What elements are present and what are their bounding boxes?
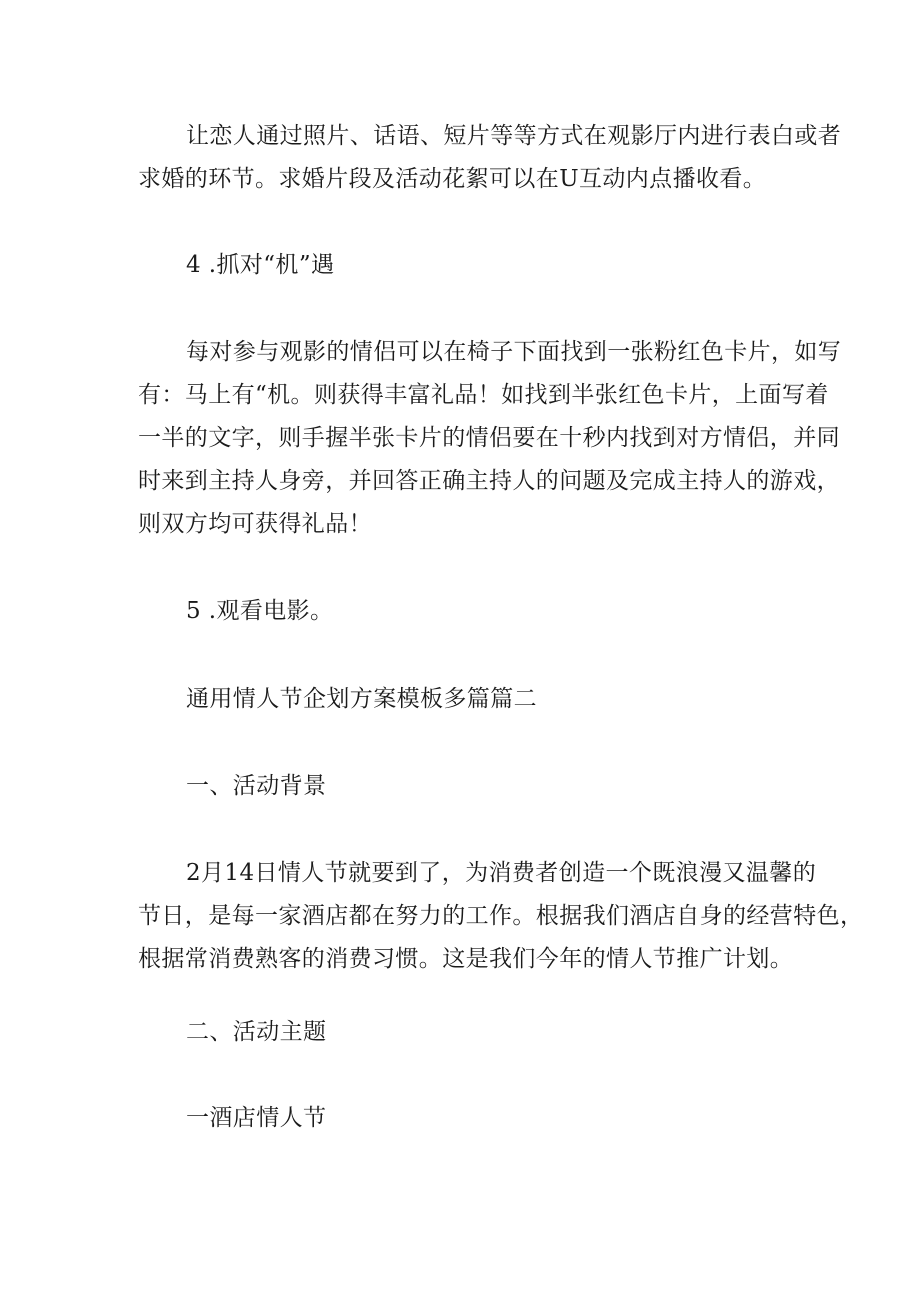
text-line: 一、活动背景 [186,773,327,799]
paragraph-card-game [138,331,842,546]
text-line: 通用情人节企划方案模板多篇篇二 [186,686,537,712]
paragraph-theme [138,1097,786,1140]
text-line: 一半的文字，则手握半张卡片的情侣要在十秒内找到对方情侣，并同 [138,425,840,451]
text-line: 则双方均可获得礼品！ [138,511,372,537]
part-two-title [138,678,786,721]
text-line: 求婚的环节。求婚片段及活动花絮可以在U互动内点播收看。 [138,166,767,192]
text-line: 每对参与观影的情侣可以在椅子下面找到一张粉红色卡片，如写 [186,339,842,365]
list-item-4 [138,244,786,287]
section-heading-background [138,765,786,808]
text-line: 根据常消费熟客的消费习惯。这是我们今年的情人节推广计划。 [138,946,794,972]
paragraph-background [138,852,864,981]
text-line: 2月14日情人节就要到了，为消费者创造一个既浪漫又温馨的 [186,860,817,886]
text-line: 时来到主持人身旁，并回答正确主持人的问题及完成主持人的游戏， [138,468,840,494]
text-line: 5 .观看电影。 [186,598,334,624]
text-line: 一酒店情人节 [186,1105,327,1131]
paragraph-confession [138,115,842,201]
text-line: 让恋人通过照片、话语、短片等等方式在观影厅内进行表白或者 [186,123,842,149]
text-line: 二、活动主题 [186,1019,327,1045]
section-heading-theme [138,1011,786,1054]
text-line: 有：马上有“机。则获得丰富礼品！如找到半张红色卡片，上面写着 [138,382,829,408]
list-item-5 [138,590,786,633]
text-line: 节日，是每一家酒店都在努力的工作。根据我们酒店自身的经营特色， [138,903,864,929]
text-line: 4 .抓对“机”遇 [186,252,335,278]
